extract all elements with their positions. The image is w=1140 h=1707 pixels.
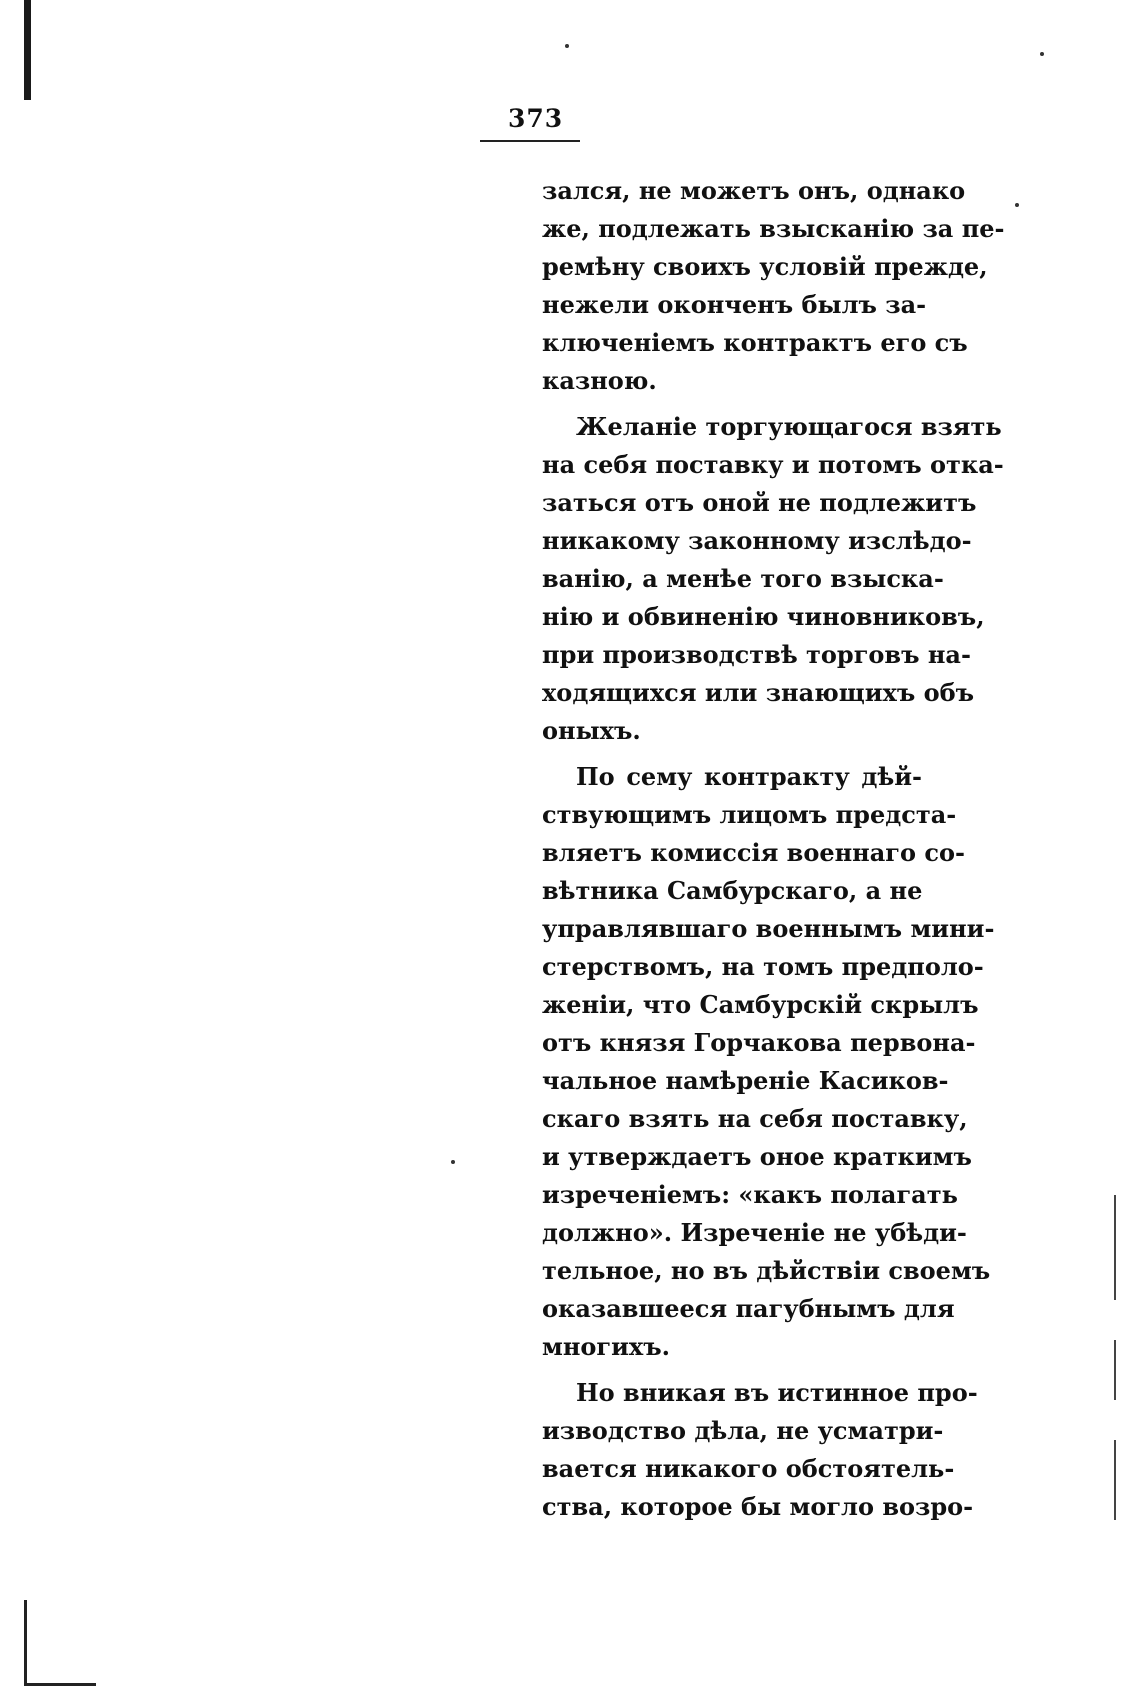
text-column bbox=[542, 172, 1005, 1526]
paragraph bbox=[542, 758, 995, 1366]
text-line: казною. bbox=[542, 366, 657, 395]
scan-speck bbox=[1015, 203, 1019, 207]
scan-edge-mark-right-lower bbox=[1114, 1440, 1116, 1520]
scan-edge-mark-top-left bbox=[24, 0, 31, 100]
text-line: на себя поставку и потомъ отка- bbox=[542, 450, 1004, 479]
text-line: По сему контракту дѣй- bbox=[576, 762, 922, 791]
text-line: ства, которое бы могло возро- bbox=[542, 1492, 974, 1521]
text-line: ремѣну своихъ условій прежде, bbox=[542, 252, 988, 281]
text-line: Желаніе торгующагося взять bbox=[576, 412, 1002, 441]
text-line: Но вникая въ истинное про- bbox=[576, 1378, 978, 1407]
text-line: чальное намѣреніе Касиков- bbox=[542, 1066, 949, 1095]
text-line: при производствѣ торговъ на- bbox=[542, 640, 971, 669]
text-line: вляетъ комиссія военнаго со- bbox=[542, 838, 965, 867]
text-line: вается никакого обстоятель- bbox=[542, 1454, 955, 1483]
text-line: оказавшееся пагубнымъ для bbox=[542, 1294, 955, 1323]
paragraph bbox=[542, 1374, 978, 1526]
scan-speck bbox=[565, 44, 569, 48]
paragraph-gap bbox=[542, 400, 922, 408]
text-line: скаго взять на себя поставку, bbox=[542, 1104, 968, 1133]
scan-edge-mark-bottom-left bbox=[24, 1600, 96, 1686]
text-line: никакому законному изслѣдо- bbox=[542, 526, 972, 555]
text-line: должно». Изреченіе не убѣди- bbox=[542, 1218, 967, 1247]
text-line: ствующимъ лицомъ предста- bbox=[542, 800, 957, 829]
paragraph bbox=[542, 172, 1005, 400]
text-line: ходящихся или знающихъ объ bbox=[542, 678, 975, 707]
paragraph-gap bbox=[542, 750, 922, 758]
text-line: ключеніемъ контрактъ его съ bbox=[542, 328, 968, 357]
text-line: вѣтника Самбурскаго, а не bbox=[542, 876, 923, 905]
text-line: отъ князя Горчакова первона- bbox=[542, 1028, 976, 1057]
scan-edge-mark-right-middle bbox=[1114, 1340, 1116, 1400]
text-line: изреченіемъ: «какъ полагать bbox=[542, 1180, 958, 1209]
scan-speck bbox=[1040, 52, 1044, 56]
text-line: многихъ. bbox=[542, 1332, 671, 1361]
text-line: управлявшаго военнымъ мини- bbox=[542, 914, 995, 943]
text-line: ванію, а менѣе того взыска- bbox=[542, 564, 944, 593]
text-line: изводство дѣла, не усматри- bbox=[542, 1416, 944, 1445]
text-line: стерствомъ, на томъ предполо- bbox=[542, 952, 984, 981]
text-line: нію и обвиненію чиновниковъ, bbox=[542, 602, 985, 631]
scan-speck bbox=[451, 1160, 455, 1164]
scan-edge-mark-right-upper bbox=[1114, 1195, 1116, 1300]
text-line: нежели оконченъ былъ за- bbox=[542, 290, 927, 319]
text-line: заться отъ оной не подлежитъ bbox=[542, 488, 977, 517]
text-line: оныхъ. bbox=[542, 716, 641, 745]
text-line: же, подлежать взысканію за пе- bbox=[542, 214, 1005, 243]
page-number: 373 bbox=[508, 104, 564, 133]
text-line: и утверждаетъ оное краткимъ bbox=[542, 1142, 972, 1171]
paragraph-gap bbox=[542, 1366, 922, 1374]
page-number-rule bbox=[480, 140, 580, 142]
text-line: женіи, что Самбурскій скрылъ bbox=[542, 990, 979, 1019]
text-line: зался, не можетъ онъ, однако bbox=[542, 176, 966, 205]
text-line: тельное, но въ дѣйствіи своемъ bbox=[542, 1256, 991, 1285]
paragraph bbox=[542, 408, 1004, 750]
